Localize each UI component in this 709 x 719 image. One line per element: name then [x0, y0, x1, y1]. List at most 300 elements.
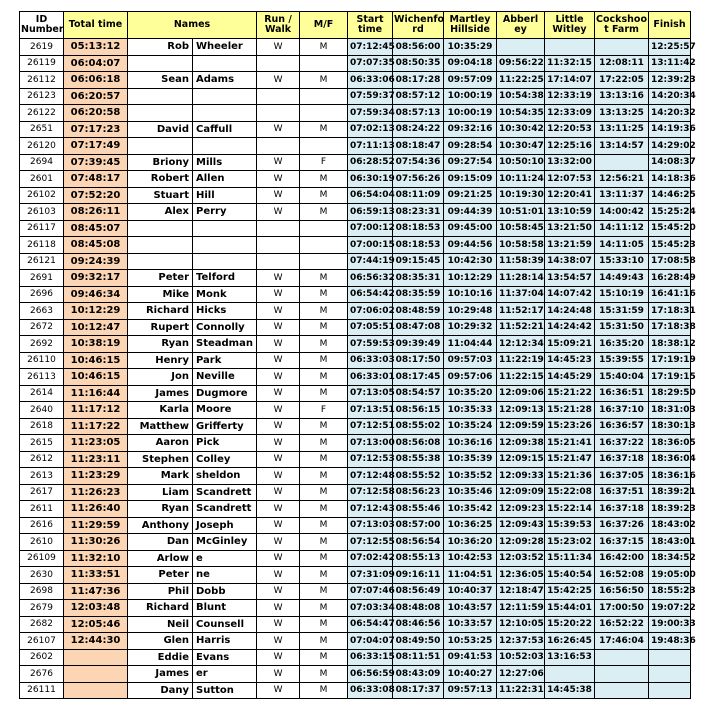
- cell-first-name: [128, 253, 193, 270]
- cell-abberley: 10:51:01: [497, 204, 545, 221]
- cell-finish: 18:55:23: [649, 583, 691, 600]
- cell-martley: 10:40:37: [444, 583, 497, 600]
- cell-little-witley: 12:20:41: [545, 187, 595, 204]
- cell-martley: 10:35:33: [444, 402, 497, 419]
- cell-run-walk: W: [257, 204, 300, 221]
- cell-abberley: 12:09:43: [497, 517, 545, 534]
- cell-finish: 19:48:36: [649, 633, 691, 650]
- table-row: [20, 484, 691, 501]
- cell-first-name: [128, 237, 193, 254]
- cell-martley: 10:40:27: [444, 666, 497, 683]
- cell-martley: 10:35:52: [444, 468, 497, 485]
- cell-run-walk: [257, 105, 300, 122]
- cell-abberley: 09:56:22: [497, 55, 545, 72]
- cell-run-walk: W: [257, 616, 300, 633]
- cell-abberley: 11:22:15: [497, 369, 545, 386]
- cell-id: 2613: [20, 468, 64, 485]
- cell-cockshoot: [595, 39, 649, 56]
- cell-run-walk: [257, 88, 300, 105]
- cell-finish: 14:19:36: [649, 121, 691, 138]
- cell-martley: 09:44:39: [444, 204, 497, 221]
- cell-finish: 19:00:33: [649, 616, 691, 633]
- cell-little-witley: 15:22:08: [545, 484, 595, 501]
- cell-wichenford: 08:17:45: [393, 369, 444, 386]
- cell-little-witley: 15:42:25: [545, 583, 595, 600]
- cell-cockshoot: [595, 649, 649, 666]
- cell-martley: 09:32:16: [444, 121, 497, 138]
- cell-id: 2692: [20, 336, 64, 353]
- header-total-time: Total time: [64, 12, 128, 39]
- table-row: [20, 286, 691, 303]
- cell-first-name: Rupert: [128, 319, 193, 336]
- cell-wichenford: 08:47:08: [393, 319, 444, 336]
- cell-wichenford: 08:55:02: [393, 418, 444, 435]
- cell-mf: [300, 220, 348, 237]
- cell-id: 2698: [20, 583, 64, 600]
- cell-finish: 18:36:16: [649, 468, 691, 485]
- cell-first-name: [128, 105, 193, 122]
- cell-first-name: Henry: [128, 352, 193, 369]
- cell-wichenford: 08:46:56: [393, 616, 444, 633]
- cell-last-name: Moore: [193, 402, 257, 419]
- table-row: [20, 352, 691, 369]
- cell-wichenford: 08:18:47: [393, 138, 444, 155]
- cell-start: 07:02:13: [348, 121, 393, 138]
- cell-finish: 14:29:02: [649, 138, 691, 155]
- cell-martley: 09:27:54: [444, 154, 497, 171]
- cell-first-name: Jon: [128, 369, 193, 386]
- cell-little-witley: 14:24:48: [545, 303, 595, 320]
- cell-id: 2610: [20, 534, 64, 551]
- cell-first-name: Briony: [128, 154, 193, 171]
- cell-id: 26109: [20, 550, 64, 567]
- header-finish: Finish: [649, 12, 691, 39]
- cell-martley: 10:42:53: [444, 550, 497, 567]
- cell-id: 2682: [20, 616, 64, 633]
- cell-mf: M: [300, 501, 348, 518]
- cell-start: 07:12:53: [348, 451, 393, 468]
- cell-total-time: 09:32:17: [64, 270, 128, 287]
- cell-total-time: 10:12:47: [64, 319, 128, 336]
- cell-little-witley: 14:07:42: [545, 286, 595, 303]
- cell-id: 26103: [20, 204, 64, 221]
- cell-cockshoot: 16:37:18: [595, 501, 649, 518]
- table-row: [20, 187, 691, 204]
- cell-start: 07:12:51: [348, 418, 393, 435]
- cell-martley: 10:36:25: [444, 517, 497, 534]
- cell-total-time: [64, 682, 128, 699]
- cell-cockshoot: 14:11:12: [595, 220, 649, 237]
- cell-wichenford: 08:55:52: [393, 468, 444, 485]
- cell-mf: M: [300, 369, 348, 386]
- cell-last-name: Adams: [193, 72, 257, 89]
- cell-abberley: 12:03:52: [497, 550, 545, 567]
- cell-total-time: 08:45:08: [64, 237, 128, 254]
- cell-abberley: 12:09:38: [497, 435, 545, 452]
- cell-wichenford: 08:18:53: [393, 220, 444, 237]
- cell-first-name: Arlow: [128, 550, 193, 567]
- cell-martley: 10:35:39: [444, 451, 497, 468]
- cell-cockshoot: 13:11:37: [595, 187, 649, 204]
- cell-last-name: Telford: [193, 270, 257, 287]
- cell-run-walk: W: [257, 402, 300, 419]
- cell-last-name: Perry: [193, 204, 257, 221]
- cell-little-witley: 12:20:53: [545, 121, 595, 138]
- cell-first-name: Stephen: [128, 451, 193, 468]
- cell-total-time: 07:17:23: [64, 121, 128, 138]
- cell-id: 26110: [20, 352, 64, 369]
- cell-run-walk: W: [257, 171, 300, 188]
- cell-cockshoot: 15:10:19: [595, 286, 649, 303]
- cell-abberley: 12:36:05: [497, 567, 545, 584]
- cell-finish: [649, 682, 691, 699]
- cell-start: 07:13:05: [348, 385, 393, 402]
- header-martley: Martley Hillside: [444, 12, 497, 39]
- cell-wichenford: 08:55:13: [393, 550, 444, 567]
- cell-total-time: 07:52:20: [64, 187, 128, 204]
- cell-finish: 14:46:25: [649, 187, 691, 204]
- cell-run-walk: W: [257, 303, 300, 320]
- cell-last-name: Blunt: [193, 600, 257, 617]
- header-names: Names: [128, 12, 257, 39]
- cell-last-name: Scandrett: [193, 501, 257, 518]
- cell-first-name: Peter: [128, 567, 193, 584]
- cell-little-witley: 12:33:19: [545, 88, 595, 105]
- cell-run-walk: [257, 55, 300, 72]
- cell-mf: M: [300, 468, 348, 485]
- cell-last-name: Dobb: [193, 583, 257, 600]
- cell-id: 2676: [20, 666, 64, 683]
- cell-total-time: 11:23:29: [64, 468, 128, 485]
- cell-mf: M: [300, 171, 348, 188]
- cell-finish: 17:08:58: [649, 253, 691, 270]
- cell-finish: 17:18:38: [649, 319, 691, 336]
- cell-cockshoot: 15:31:59: [595, 303, 649, 320]
- cell-wichenford: 08:17:37: [393, 682, 444, 699]
- cell-wichenford: 08:56:00: [393, 39, 444, 56]
- cell-last-name: Harris: [193, 633, 257, 650]
- cell-wichenford: 08:56:54: [393, 534, 444, 551]
- cell-martley: 11:04:51: [444, 567, 497, 584]
- cell-start: 07:03:34: [348, 600, 393, 617]
- table-row: [20, 567, 691, 584]
- cell-last-name: Evans: [193, 649, 257, 666]
- cell-abberley: 10:11:24: [497, 171, 545, 188]
- cell-total-time: 12:03:48: [64, 600, 128, 617]
- cell-run-walk: W: [257, 286, 300, 303]
- header-cockshoot: Cockshoo t Farm: [595, 12, 649, 39]
- table-row: [20, 682, 691, 699]
- cell-finish: 18:43:02: [649, 517, 691, 534]
- cell-last-name: [193, 237, 257, 254]
- cell-mf: M: [300, 204, 348, 221]
- cell-wichenford: 07:56:26: [393, 171, 444, 188]
- cell-last-name: Neville: [193, 369, 257, 386]
- cell-last-name: Connolly: [193, 319, 257, 336]
- cell-start: 06:54:42: [348, 286, 393, 303]
- cell-cockshoot: 12:08:11: [595, 55, 649, 72]
- cell-little-witley: 15:44:01: [545, 600, 595, 617]
- cell-finish: 18:36:04: [649, 451, 691, 468]
- cell-last-name: Joseph: [193, 517, 257, 534]
- cell-last-name: sheldon: [193, 468, 257, 485]
- cell-wichenford: 08:49:50: [393, 633, 444, 650]
- cell-little-witley: 16:26:45: [545, 633, 595, 650]
- table-row: [20, 171, 691, 188]
- cell-total-time: 10:46:15: [64, 352, 128, 369]
- cell-first-name: [128, 138, 193, 155]
- cell-finish: 15:45:20: [649, 220, 691, 237]
- cell-cockshoot: [595, 666, 649, 683]
- cell-total-time: 12:44:30: [64, 633, 128, 650]
- cell-little-witley: 15:20:22: [545, 616, 595, 633]
- cell-abberley: 11:22:25: [497, 72, 545, 89]
- table-row: [20, 451, 691, 468]
- cell-little-witley: 15:40:54: [545, 567, 595, 584]
- cell-last-name: Colley: [193, 451, 257, 468]
- cell-wichenford: 08:23:31: [393, 204, 444, 221]
- table-row: [20, 336, 691, 353]
- cell-last-name: Steadman: [193, 336, 257, 353]
- table-row: [20, 154, 691, 171]
- cell-abberley: 11:58:39: [497, 253, 545, 270]
- cell-finish: 18:30:13: [649, 418, 691, 435]
- cell-last-name: Dugmore: [193, 385, 257, 402]
- cell-little-witley: 13:54:57: [545, 270, 595, 287]
- cell-mf: M: [300, 435, 348, 452]
- table-row: [20, 435, 691, 452]
- cell-finish: 18:34:52: [649, 550, 691, 567]
- cell-last-name: ne: [193, 567, 257, 584]
- cell-finish: 14:20:32: [649, 105, 691, 122]
- cell-start: 07:04:07: [348, 633, 393, 650]
- cell-martley: 09:57:06: [444, 369, 497, 386]
- cell-first-name: Robert: [128, 171, 193, 188]
- cell-cockshoot: [595, 154, 649, 171]
- cell-abberley: 11:22:19: [497, 352, 545, 369]
- cell-first-name: Ryan: [128, 336, 193, 353]
- cell-total-time: 11:16:44: [64, 385, 128, 402]
- cell-martley: 09:28:54: [444, 138, 497, 155]
- table-row: [20, 369, 691, 386]
- cell-id: 26118: [20, 237, 64, 254]
- cell-little-witley: 14:24:42: [545, 319, 595, 336]
- cell-little-witley: 13:16:53: [545, 649, 595, 666]
- cell-start: 07:44:19: [348, 253, 393, 270]
- cell-start: 07:13:03: [348, 517, 393, 534]
- cell-id: 26122: [20, 105, 64, 122]
- table-row: [20, 517, 691, 534]
- cell-run-walk: W: [257, 418, 300, 435]
- cell-first-name: Peter: [128, 270, 193, 287]
- cell-id: 26121: [20, 253, 64, 270]
- cell-abberley: 12:27:06: [497, 666, 545, 683]
- cell-cockshoot: 14:49:43: [595, 270, 649, 287]
- cell-finish: 17:19:15: [649, 369, 691, 386]
- cell-total-time: 06:20:57: [64, 88, 128, 105]
- cell-mf: [300, 237, 348, 254]
- cell-wichenford: 08:54:57: [393, 385, 444, 402]
- cell-mf: F: [300, 154, 348, 171]
- cell-run-walk: W: [257, 484, 300, 501]
- cell-martley: 10:33:57: [444, 616, 497, 633]
- cell-abberley: 12:18:47: [497, 583, 545, 600]
- cell-little-witley: 17:14:07: [545, 72, 595, 89]
- cell-martley: 10:00:19: [444, 105, 497, 122]
- header-run-walk: Run / Walk: [257, 12, 300, 39]
- cell-start: 06:59:13: [348, 204, 393, 221]
- cell-total-time: 10:12:29: [64, 303, 128, 320]
- cell-martley: 09:21:25: [444, 187, 497, 204]
- cell-little-witley: 15:23:02: [545, 534, 595, 551]
- cell-wichenford: 08:56:15: [393, 402, 444, 419]
- cell-mf: M: [300, 534, 348, 551]
- cell-finish: 14:08:37: [649, 154, 691, 171]
- cell-cockshoot: 16:37:18: [595, 451, 649, 468]
- cell-first-name: Mike: [128, 286, 193, 303]
- cell-id: 2601: [20, 171, 64, 188]
- cell-little-witley: 14:45:38: [545, 682, 595, 699]
- cell-wichenford: 08:43:09: [393, 666, 444, 683]
- cell-wichenford: 08:57:00: [393, 517, 444, 534]
- table-row: [20, 220, 691, 237]
- cell-finish: 15:45:23: [649, 237, 691, 254]
- cell-first-name: James: [128, 666, 193, 683]
- cell-last-name: Wheeler: [193, 39, 257, 56]
- table-row: [20, 138, 691, 155]
- header-mf: M/F: [300, 12, 348, 39]
- cell-abberley: 11:22:31: [497, 682, 545, 699]
- cell-start: 07:12:58: [348, 484, 393, 501]
- cell-last-name: er: [193, 666, 257, 683]
- cell-little-witley: 14:38:07: [545, 253, 595, 270]
- cell-run-walk: W: [257, 501, 300, 518]
- cell-martley: 09:15:09: [444, 171, 497, 188]
- header-start: Start time: [348, 12, 393, 39]
- cell-little-witley: 15:22:14: [545, 501, 595, 518]
- cell-id: 26119: [20, 55, 64, 72]
- cell-start: 06:28:52: [348, 154, 393, 171]
- cell-mf: [300, 55, 348, 72]
- cell-abberley: 12:09:06: [497, 385, 545, 402]
- cell-last-name: [193, 105, 257, 122]
- cell-martley: 09:44:56: [444, 237, 497, 254]
- cell-finish: [649, 666, 691, 683]
- cell-total-time: 11:33:51: [64, 567, 128, 584]
- header-little-witley: Little Witley: [545, 12, 595, 39]
- cell-run-walk: W: [257, 435, 300, 452]
- cell-martley: 10:53:25: [444, 633, 497, 650]
- cell-martley: 09:57:09: [444, 72, 497, 89]
- cell-mf: M: [300, 121, 348, 138]
- cell-last-name: [193, 138, 257, 155]
- cell-total-time: 06:04:07: [64, 55, 128, 72]
- cell-first-name: Phil: [128, 583, 193, 600]
- cell-start: 06:33:06: [348, 72, 393, 89]
- cell-last-name: e: [193, 550, 257, 567]
- cell-mf: [300, 88, 348, 105]
- cell-run-walk: W: [257, 352, 300, 369]
- cell-little-witley: 13:21:59: [545, 237, 595, 254]
- cell-total-time: 07:17:49: [64, 138, 128, 155]
- cell-finish: 19:05:00: [649, 567, 691, 584]
- cell-cockshoot: 15:39:55: [595, 352, 649, 369]
- cell-martley: 10:36:16: [444, 435, 497, 452]
- cell-first-name: Aaron: [128, 435, 193, 452]
- cell-total-time: 09:46:34: [64, 286, 128, 303]
- cell-little-witley: 15:23:26: [545, 418, 595, 435]
- table-row: [20, 121, 691, 138]
- cell-id: 2691: [20, 270, 64, 287]
- cell-abberley: 10:54:35: [497, 105, 545, 122]
- cell-start: 07:07:35: [348, 55, 393, 72]
- cell-abberley: 12:09:33: [497, 468, 545, 485]
- table-row: [20, 385, 691, 402]
- cell-total-time: 11:30:26: [64, 534, 128, 551]
- cell-mf: M: [300, 72, 348, 89]
- table-row: [20, 39, 691, 56]
- cell-total-time: 06:20:58: [64, 105, 128, 122]
- cell-mf: [300, 253, 348, 270]
- cell-martley: 10:29:48: [444, 303, 497, 320]
- cell-run-walk: W: [257, 666, 300, 683]
- cell-cockshoot: 17:46:04: [595, 633, 649, 650]
- header-abberley: Abberl ey: [497, 12, 545, 39]
- cell-run-walk: W: [257, 385, 300, 402]
- cell-total-time: 10:46:15: [64, 369, 128, 386]
- cell-cockshoot: 16:42:00: [595, 550, 649, 567]
- cell-id: 2602: [20, 649, 64, 666]
- cell-run-walk: W: [257, 369, 300, 386]
- cell-last-name: [193, 253, 257, 270]
- cell-cockshoot: 17:00:50: [595, 600, 649, 617]
- table-row: [20, 105, 691, 122]
- cell-wichenford: 08:17:28: [393, 72, 444, 89]
- cell-finish: [649, 649, 691, 666]
- cell-run-walk: W: [257, 649, 300, 666]
- cell-mf: M: [300, 336, 348, 353]
- cell-run-walk: W: [257, 550, 300, 567]
- cell-abberley: [497, 39, 545, 56]
- table-row: [20, 270, 691, 287]
- cell-first-name: [128, 220, 193, 237]
- cell-cockshoot: 13:13:16: [595, 88, 649, 105]
- cell-wichenford: 08:57:13: [393, 105, 444, 122]
- cell-mf: M: [300, 187, 348, 204]
- cell-cockshoot: 14:11:05: [595, 237, 649, 254]
- cell-cockshoot: 16:37:26: [595, 517, 649, 534]
- cell-total-time: 11:26:40: [64, 501, 128, 518]
- cell-abberley: 12:12:34: [497, 336, 545, 353]
- cell-first-name: Alex: [128, 204, 193, 221]
- cell-first-name: Karla: [128, 402, 193, 419]
- cell-finish: 14:20:34: [649, 88, 691, 105]
- cell-last-name: Hicks: [193, 303, 257, 320]
- cell-run-walk: W: [257, 154, 300, 171]
- cell-start: 07:00:12: [348, 220, 393, 237]
- cell-start: 06:33:15: [348, 649, 393, 666]
- cell-mf: M: [300, 352, 348, 369]
- cell-finish: 18:43:01: [649, 534, 691, 551]
- cell-start: 06:33:08: [348, 682, 393, 699]
- cell-total-time: 08:26:11: [64, 204, 128, 221]
- cell-abberley: 12:09:23: [497, 501, 545, 518]
- cell-run-walk: W: [257, 121, 300, 138]
- cell-first-name: Matthew: [128, 418, 193, 435]
- cell-martley: 10:35:29: [444, 39, 497, 56]
- cell-run-walk: [257, 237, 300, 254]
- cell-martley: 10:12:29: [444, 270, 497, 287]
